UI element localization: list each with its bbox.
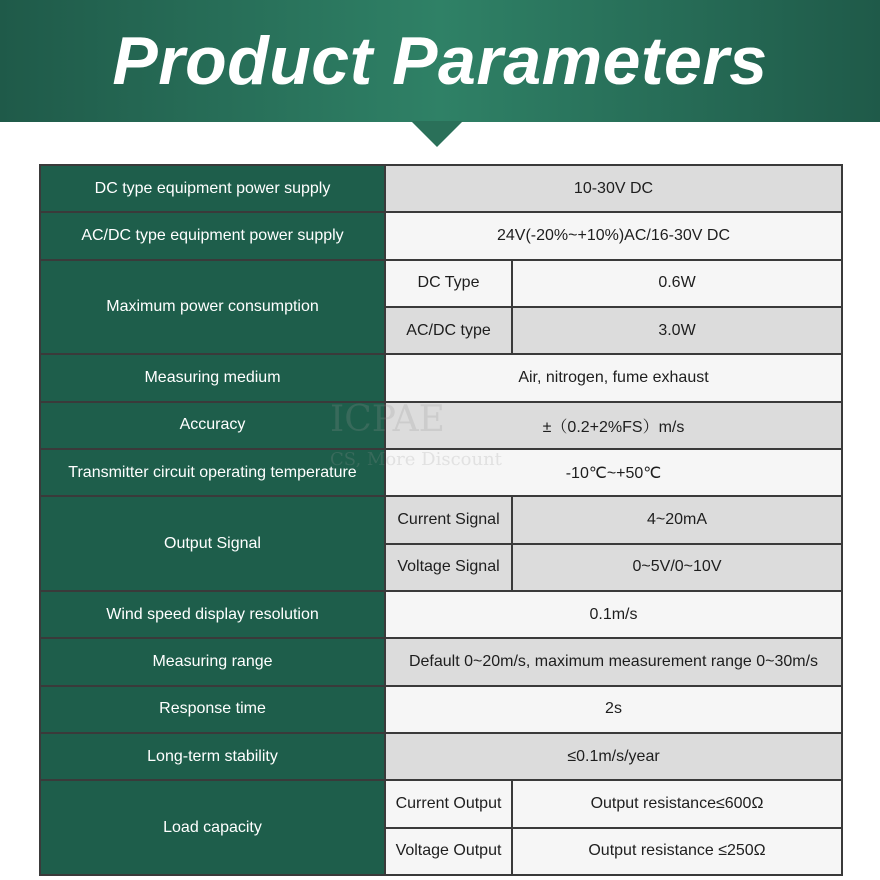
table-row [40,733,842,780]
param-value: 24V(-20%~+10%)AC/16-30V DC [385,212,842,259]
param-label: Wind speed display resolution [40,591,385,638]
table-row [40,260,842,307]
param-value: Default 0~20m/s, maximum measurement range 0~30m/s [385,638,842,685]
param-value: 2s [385,686,842,733]
param-value: 10-30V DC [385,165,842,212]
watermark-brand: ICPAE [330,399,445,440]
table-row [40,212,842,259]
param-value: Air, nitrogen, fume exhaust [385,354,842,401]
table-row [40,449,842,496]
param-label: Output Signal [40,496,385,591]
parameters-table [39,164,843,876]
param-value: 0.1m/s [385,591,842,638]
param-label: DC type equipment power supply [40,165,385,212]
param-value: 4~20mA [512,496,842,543]
param-sublabel: Current Output [385,780,512,827]
param-label: Load capacity [40,780,385,875]
param-value: 0~5V/0~10V [512,544,842,591]
table-row [40,780,842,827]
param-value: 0.6W [512,260,842,307]
param-label: Accuracy [40,402,385,449]
param-value: ±（0.2+2%FS）m/s [385,402,842,449]
param-value: 3.0W [512,307,842,354]
param-label: Transmitter circuit operating temperature [40,449,385,496]
param-label: Measuring medium [40,354,385,401]
table-row [40,496,842,543]
param-label: Measuring range [40,638,385,685]
param-value: Output resistance≤600Ω [512,780,842,827]
param-sublabel: AC/DC type [385,307,512,354]
param-value: ≤0.1m/s/year [385,733,842,780]
param-sublabel: Voltage Output [385,828,512,875]
table-row [40,686,842,733]
table-row [40,638,842,685]
param-label: Response time [40,686,385,733]
table-row [40,591,842,638]
watermark-slogan: CS, More Discount [330,449,502,470]
param-sublabel: Current Signal [385,496,512,543]
param-sublabel: DC Type [385,260,512,307]
param-value: -10℃~+50℃ [385,449,842,496]
param-label: Maximum power consumption [40,260,385,355]
page-title: Product Parameters [112,23,768,99]
table-row [40,402,842,449]
table-row [40,354,842,401]
param-label: AC/DC type equipment power supply [40,212,385,259]
param-label: Long-term stability [40,733,385,780]
banner-pointer [411,121,463,147]
param-value: Output resistance ≤250Ω [512,828,842,875]
param-sublabel: Voltage Signal [385,544,512,591]
table-row [40,165,842,212]
